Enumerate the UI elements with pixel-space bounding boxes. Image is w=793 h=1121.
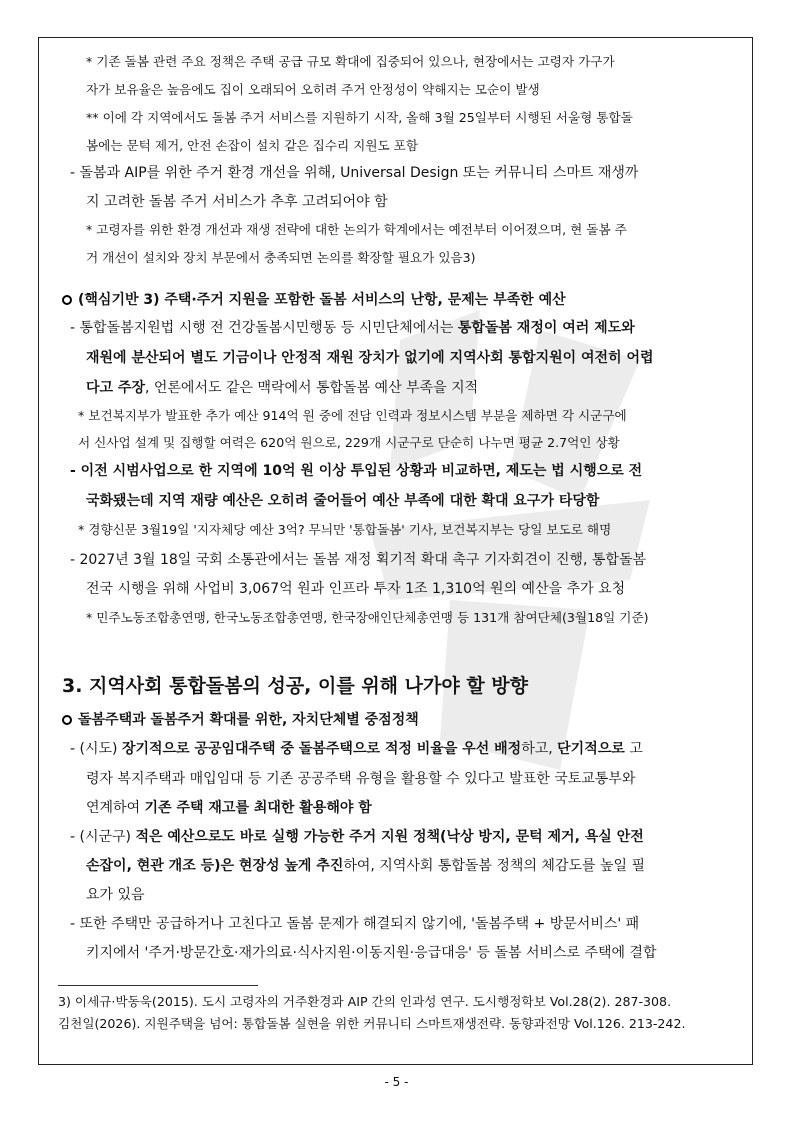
note-line: ** 이에 각 지역에서도 돌봄 주거 서비스를 지원하기 시작, 올해 3월 25일부터 시행된 서울형 통합돌 — [86, 110, 633, 125]
body-line: - (시군구) 적은 예산으로도 바로 실행 가능한 주거 지원 정책(낙상 방지, 문턱 제거, 욕실 안전 — [70, 829, 644, 845]
footnote-divider — [58, 985, 258, 986]
note-line: * 보건복지부가 발표한 추가 예산 914억 원 중에 전담 인력과 정보시스템 부분을 제하면 각 시군구에 — [78, 408, 627, 423]
note-line: 서 신사업 설계 및 집행할 여력은 620억 원으로, 229개 시군구로 단순히 나누면 평균 2.7억인 상황 — [78, 435, 620, 450]
page-number: - 5 - — [384, 1075, 409, 1089]
body-line: 손잡이, 현관 개조 등)은 현장성 높게 추진하여, 지역사회 통합돌봄 정책의 체감도를 높일 필 — [86, 858, 645, 874]
circle-bullet-icon — [62, 295, 72, 305]
body-line: 다고 주장, 언론에서도 같은 맥락에서 통합돌봄 예산 부족을 지적 — [86, 380, 479, 396]
section-title: 3. 지역사회 통합돌봄의 성공, 이를 위해 나가야 할 방향 — [62, 675, 529, 697]
note-line: * 경향신문 3월19일 '지자체당 예산 3억? 무늬만 '통합돌봄' 기사, 보건복지부는 당일 보도로 해명 — [78, 522, 612, 537]
body-line: 연계하여 기존 주택 재고를 최대한 활용해야 함 — [86, 800, 372, 816]
body-line: 전국 시행을 위해 사업비 3,067억 원과 인프라 투자 1조 1,310억 원의 예산을 추가 요청 — [86, 581, 626, 597]
note-line: * 기존 돌봄 관련 주요 정책은 주택 공급 규모 확대에 집중되어 있으나, 현장에서는 고령자 가구가 — [86, 54, 615, 69]
note-line: 봄에는 문턱 제거, 안전 손잡이 설치 같은 집수리 지원도 포함 — [86, 138, 419, 153]
body-line: - 2027년 3월 18일 국회 소통관에서는 돌봄 재정 획기적 확대 촉구 기자회견이 진행, 통합돌봄 — [70, 552, 646, 568]
body-line: 령자 복지주택과 매입임대 등 기존 공공주택 유형을 활용할 수 있다고 발표한 국토교통부와 — [86, 771, 636, 787]
body-line-bold: - 이전 시범사업으로 한 지역에 10억 원 이상 투입된 상황과 비교하면, 제도는 법 시행으로 전 — [70, 463, 643, 479]
body-line: 요가 있음 — [86, 887, 145, 903]
body-line: 지 고려한 돌봄 주거 서비스가 추후 고려되어야 함 — [86, 194, 388, 210]
body-line: - 돌봄과 AIP를 위한 주거 환경 개선을 위해, Universal Design 또는 커뮤니티 스마트 재생까 — [70, 165, 639, 181]
body-line: - 또한 주택만 공급하거나 고친다고 돌봄 문제가 해결되지 않기에, '돌봄주택 + 방문서비스' 패 — [70, 916, 640, 932]
section-heading: (핵심기반 3) 주택·주거 지원을 포함한 돌봄 서비스의 난항, 문제는 부족한 예산 — [62, 293, 566, 307]
note-line: 거 개선이 설치와 장치 부문에서 충족되면 논의를 확장할 필요가 있음3) — [86, 250, 476, 265]
body-line: - 통합돌봄지원법 시행 전 건강돌봄시민행동 등 시민단체에서는 통합돌봄 재정이 여러 제도와 — [70, 320, 635, 336]
circle-bullet-icon — [62, 715, 72, 725]
note-line: 자가 보유율은 높음에도 집이 오래되어 오히려 주거 안정성이 약해지는 모순이 발생 — [86, 82, 540, 97]
body-line-bold: 재원에 분산되어 별도 기금이나 안정적 재원 장치가 없기에 지역사회 통합지원이 여전히 어렵 — [86, 350, 654, 366]
section-heading: 돌봄주택과 돌봄주거 확대를 위한, 자치단체별 중점정책 — [62, 713, 419, 727]
note-line: * 고령자를 위한 환경 개선과 재생 전략에 대한 논의가 학계에서는 예전부터 이어졌으며, 현 돌봄 주 — [86, 222, 627, 237]
note-line: * 민주노동조합총연맹, 한국노동조합총연맹, 한국장애인단체총연맹 등 131개 참여단체(3월18일 기준) — [86, 610, 649, 625]
body-line: 키지에서 '주거·방문간호·재가의료·식사지원·이동지원·응급대응' 등 돌봄 서비스로 주택에 결합 — [86, 945, 657, 961]
footnote: 3) 이세규·박동욱(2015). 도시 고령자의 거주환경과 AIP 간의 인과성 연구. 도시행정학보 Vol.28(2). 287-308. — [58, 994, 672, 1009]
body-line: - (시도) 장기적으로 공공임대주택 중 돌봄주택으로 적정 비율을 우선 배정하고, 단기적으로 고 — [70, 741, 643, 757]
watermark-emblem-icon — [330, 300, 690, 780]
body-line-bold: 국화됐는데 지역 재량 예산은 오히려 줄어들어 예산 부족에 대한 확대 요구가 타당함 — [86, 493, 600, 509]
footnote: 김천일(2026). 지원주택을 넘어: 통합돌봄 실현을 위한 커뮤니티 스마트재생전략. 동향과전망 Vol.126. 213-242. — [58, 1016, 686, 1031]
